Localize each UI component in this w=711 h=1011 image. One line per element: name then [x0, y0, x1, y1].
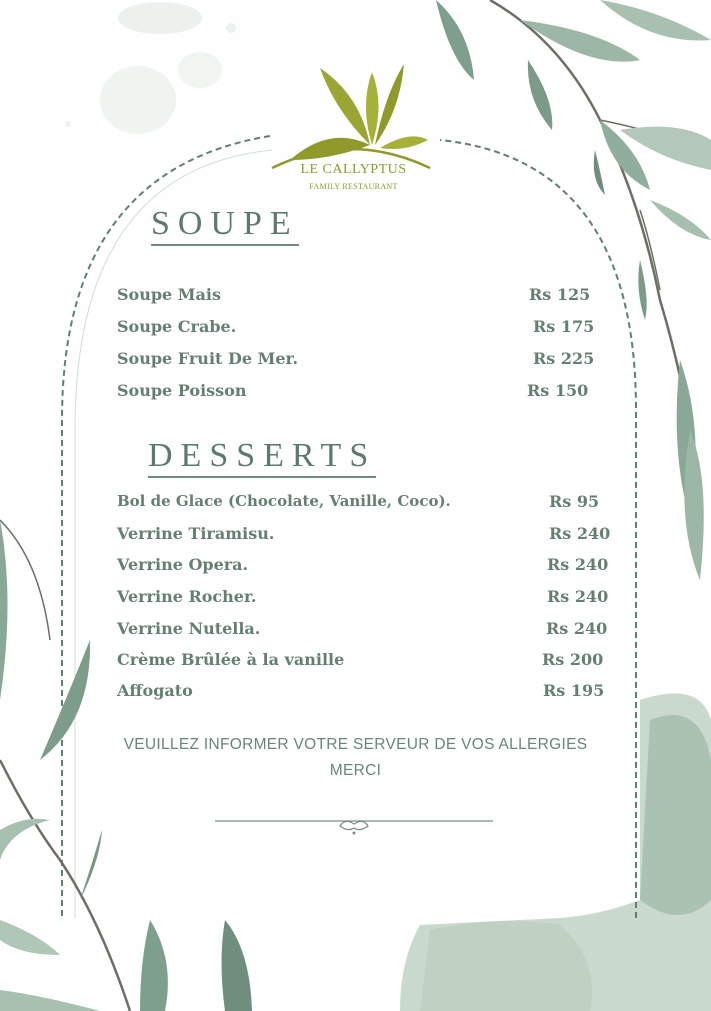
menu-item-name: Verrine Rocher.	[117, 587, 257, 606]
menu-item-price: Rs 200	[542, 650, 604, 669]
menu-item-name: Verrine Tiramisu.	[117, 524, 275, 543]
menu-item-price: Rs 225	[533, 349, 595, 368]
menu-item-price: Rs 240	[546, 619, 608, 638]
menu-item-name: Soupe Poisson	[117, 381, 247, 400]
restaurant-subtitle: FAMILY RESTAURANT	[309, 182, 398, 191]
menu-item-price: Rs 150	[527, 381, 589, 400]
menu-item-name: Bol de Glace (Chocolate, Vanille, Coco).	[117, 492, 451, 510]
menu-item-price: Rs 240	[547, 555, 609, 574]
soupe-heading: SOUPE	[151, 205, 299, 246]
menu-item-price: Rs 240	[549, 524, 611, 543]
menu-item-name: Soupe Crabe.	[117, 317, 237, 336]
menu-item-name: Soupe Fruit De Mer.	[117, 349, 299, 368]
menu-item-name: Soupe Mais	[117, 285, 221, 304]
menu-item-price: Rs 195	[543, 681, 605, 700]
restaurant-name: LE CALLYPTUS	[300, 162, 407, 177]
menu-item-price: Rs 125	[529, 285, 591, 304]
menu-item-name: Verrine Opera.	[117, 555, 249, 574]
watercolor-splash-top-left	[65, 2, 236, 134]
logo-leaves-icon	[272, 64, 430, 168]
menu-item-price: Rs 175	[533, 317, 595, 336]
menu-item-name: Crème Brûlée à la vanille	[117, 650, 345, 669]
menu-item-price: Rs 240	[547, 587, 609, 606]
menu-item-price: Rs 95	[549, 492, 600, 511]
menu-item-name: Affogato	[117, 681, 193, 700]
ornament-divider	[215, 821, 493, 835]
allergy-notice: VEUILLEZ INFORMER VOTRE SERVEUR DE VOS ALLERGIES	[123, 736, 588, 753]
thanks-text: MERCI	[329, 762, 382, 779]
menu-item-name: Verrine Nutella.	[117, 619, 261, 638]
desserts-heading: DESSERTS	[148, 437, 376, 478]
